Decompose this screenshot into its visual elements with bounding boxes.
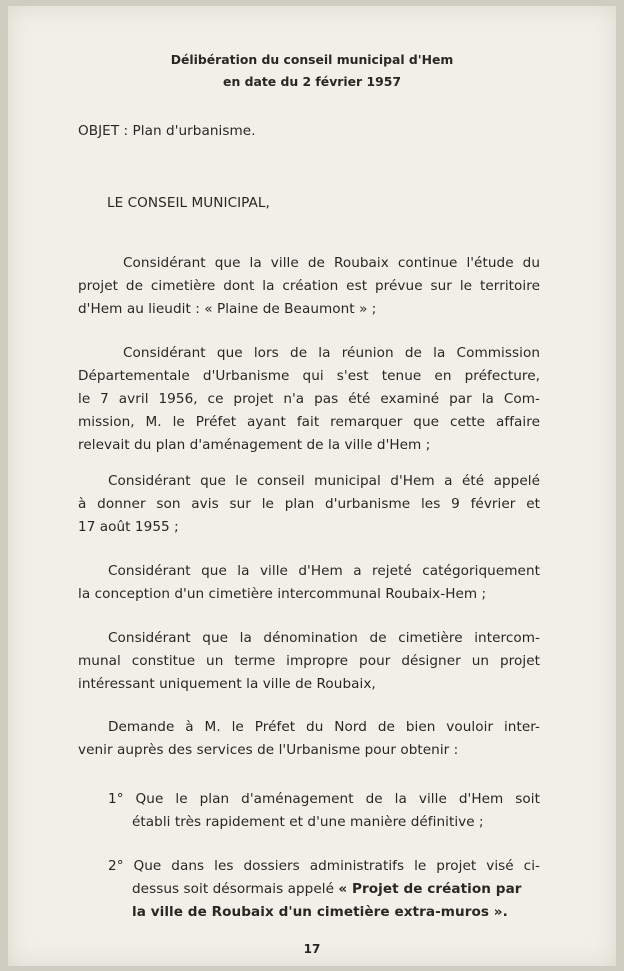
item2-line-2-plain: dessus soit désormais appelé	[132, 881, 339, 897]
para1-line-2: projet de cimetière dont la création est prévue sur le territoire	[78, 278, 540, 294]
conseil-heading: LE CONSEIL MUNICIPAL,	[107, 195, 270, 211]
item2-line-1: 2° Que dans les dossiers administratifs le projet visé ci-	[108, 858, 540, 874]
objet-line: OBJET : Plan d'urbanisme.	[78, 123, 256, 139]
para2-line-2: Départementale d'Urbanisme qui s'est tenue en préfecture,	[78, 368, 540, 384]
para6-line-2: venir auprès des services de l'Urbanisme pour obtenir :	[78, 742, 459, 758]
document-page	[8, 6, 616, 966]
para5-line-2: munal constitue un terme impropre pour désigner un projet	[78, 653, 540, 669]
para3-line-2: à donner son avis sur le plan d'urbanisme les 9 février et	[78, 496, 540, 512]
item2-line-2-bold: « Projet de création par	[338, 881, 522, 897]
page-text	[8, 6, 616, 966]
item1-line-1: 1° Que le plan d'aménagement de la ville d'Hem soit	[108, 791, 540, 807]
page-number: 17	[303, 942, 321, 956]
item1-line-2: établi très rapidement et d'une manière définitive ;	[132, 814, 484, 830]
title-line-1: Délibération du conseil municipal d'Hem	[170, 52, 454, 67]
para3-line-1: Considérant que le conseil municipal d'Hem a été appelé	[108, 473, 540, 489]
para1-line-3: d'Hem au lieudit : « Plaine de Beaumont » ;	[78, 301, 377, 317]
para6-line-1: Demande à M. le Préfet du Nord de bien vouloir inter-	[108, 719, 540, 735]
para2-line-5: relevait du plan d'aménagement de la ville d'Hem ;	[78, 437, 431, 453]
para2-line-3: le 7 avril 1956, ce projet n'a pas été examiné par la Com-	[78, 391, 540, 407]
title-line-2: en date du 2 février 1957	[223, 74, 401, 89]
para5-line-1: Considérant que la dénomination de cimetière intercom-	[108, 630, 540, 646]
item2-line-2	[132, 880, 522, 898]
para3-line-3: 17 août 1955 ;	[78, 519, 179, 535]
para2-line-1: Considérant que lors de la réunion de la Commission	[123, 345, 540, 361]
para4-line-2: la conception d'un cimetière intercommunal Roubaix-Hem ;	[78, 586, 487, 602]
para4-line-1: Considérant que la ville d'Hem a rejeté catégoriquement	[108, 563, 540, 579]
para1-line-1: Considérant que la ville de Roubaix continue l'étude du	[123, 255, 540, 271]
para5-line-3: intéressant uniquement la ville de Roubaix,	[78, 676, 376, 692]
item2-line-3: la ville de Roubaix d'un cimetière extra-muros ».	[132, 904, 508, 920]
para2-line-4: mission, M. le Préfet ayant fait remarquer que cette affaire	[78, 414, 540, 430]
